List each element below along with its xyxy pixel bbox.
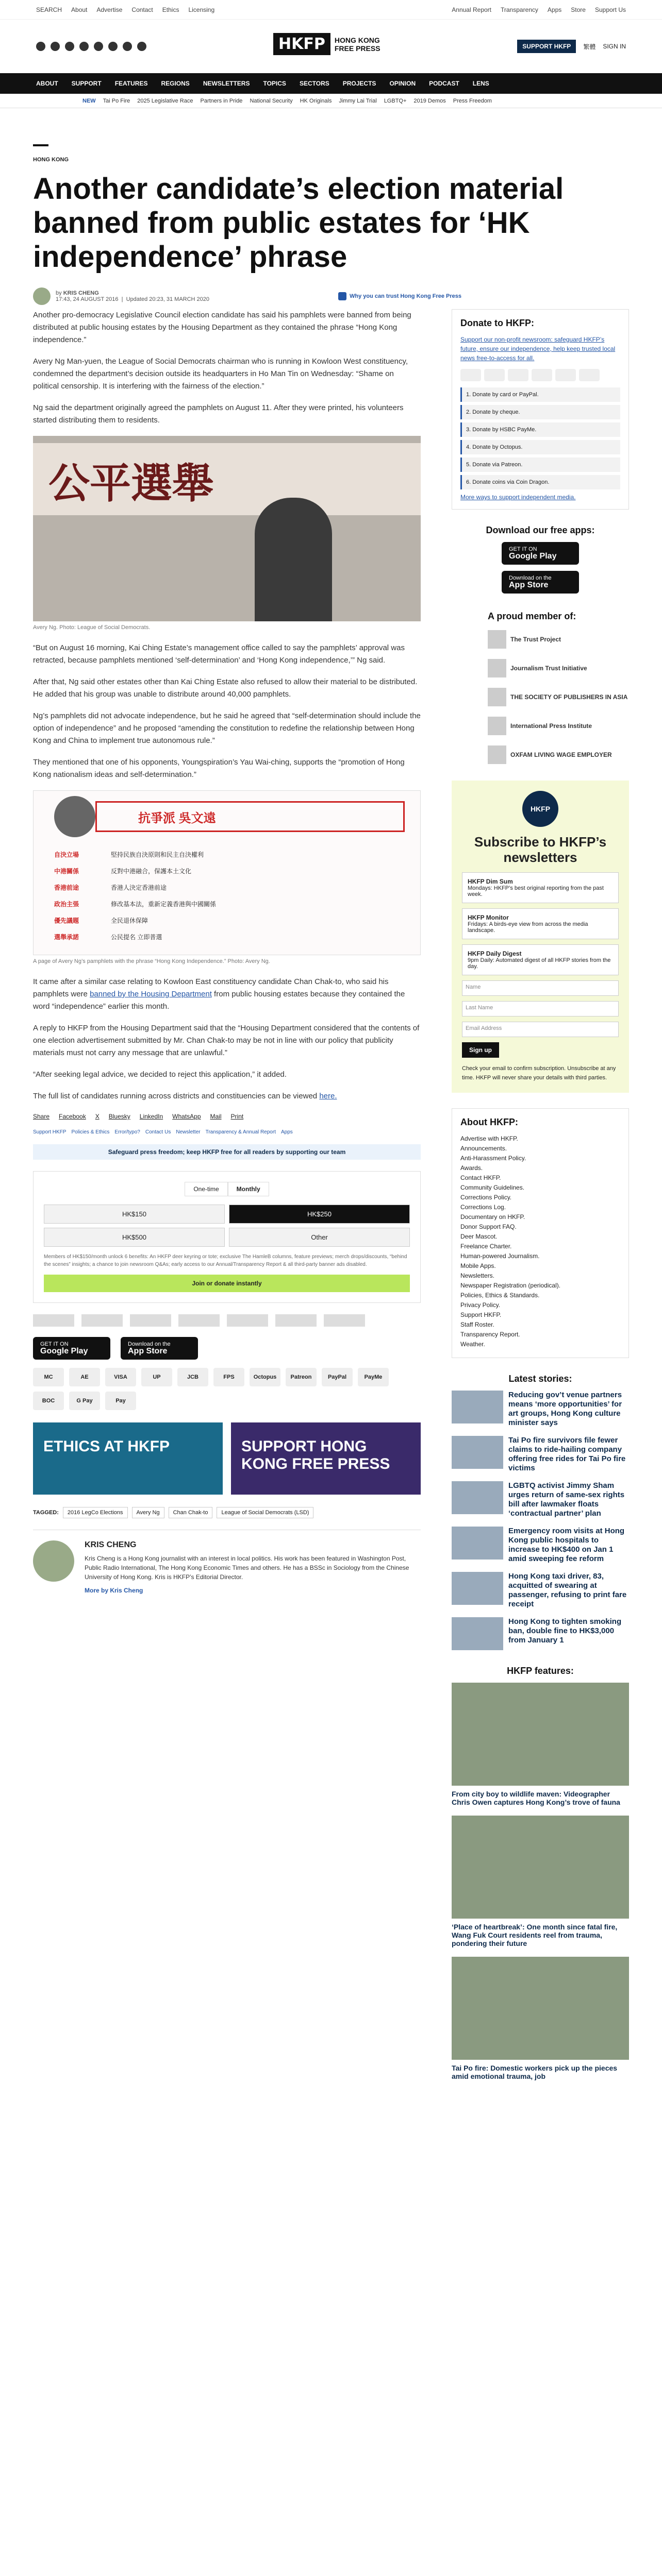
logo-line1: HONG KONG <box>334 36 380 44</box>
author-box <box>33 1530 421 1594</box>
newsletter-note: Check your email to confirm subscription. Unsubscribe at any time. HKFP will never share your details with third parties. <box>462 1065 616 1081</box>
pamphlet-row <box>54 880 405 894</box>
topbar-link[interactable]: Support Us <box>594 6 626 13</box>
newsletter-field[interactable]: Email Address <box>462 1022 619 1037</box>
press-freedom-banner[interactable]: Safeguard press freedom; keep HKFP free for all readers by supporting our team <box>33 1144 421 1160</box>
payment-icon: UP <box>141 1368 172 1386</box>
support-button[interactable]: SUPPORT HKFP <box>517 40 576 53</box>
about-link[interactable]: Freelance Charter. <box>460 1243 512 1250</box>
paragraph: Avery Ng Man-yuen, the League of Social Democrats chairman who is running in Kowloon West constituency, condemned the department’s decision outside its headquarters in Ho Man Tin on Wednesday: “Shame on political censorship. It is interfering with the fairness of the election.” <box>33 357 408 391</box>
subnav-item[interactable]: LGBTQ+ <box>384 97 407 104</box>
nav-item[interactable]: PODCAST <box>429 80 459 87</box>
article-title: Another candidate’s election material banned from public estates for ‘HK independence’ phrase <box>33 172 564 274</box>
badge-big: Google Play <box>509 552 557 561</box>
topbar-link[interactable]: Annual Report <box>452 6 491 13</box>
topbar-link[interactable]: Apps <box>547 6 562 13</box>
features-heading: HKFP features: <box>507 1666 574 1676</box>
subnav-item[interactable]: HK Originals <box>300 97 332 104</box>
story-thumbnail <box>452 1527 503 1560</box>
pamphlet-key: 香港前途 <box>54 884 79 891</box>
paragraph: They mentioned that one of his opponents, Youngspiration’s Yau Wai-ching, supports the “promotion of Hong Kong nationalism ideas and self-determination.” <box>33 758 405 779</box>
linkedin-icon[interactable] <box>123 42 132 51</box>
payment-icon: JCB <box>177 1368 208 1386</box>
pamphlet-row <box>54 897 405 910</box>
topbar-link[interactable]: Advertise <box>96 6 123 13</box>
banner-text: 公平選舉 <box>48 460 213 507</box>
payment-icon: AE <box>69 1368 100 1386</box>
pamphlet-image <box>33 790 421 955</box>
about-link[interactable]: Corrections Policy. <box>460 1194 512 1201</box>
pamphlet-value: 全民退休保障 <box>111 917 148 924</box>
share-link[interactable]: Print <box>230 1113 244 1120</box>
trust-text: Why you can trust Hong Kong Free Press <box>350 293 462 299</box>
topbar-link[interactable]: Licensing <box>188 6 215 13</box>
story-thumbnail <box>452 1436 503 1469</box>
article-body <box>33 309 421 1594</box>
footer-link[interactable]: Policies & Ethics <box>71 1129 110 1135</box>
donate-method[interactable]: 2. Donate by cheque. <box>460 405 620 419</box>
ethics-promo[interactable]: ETHICS AT HKFP <box>33 1422 223 1495</box>
author-name[interactable]: KRIS CHENG <box>85 1540 137 1549</box>
member-heading: A proud member of: <box>488 611 576 621</box>
join-button[interactable]: Join or donate instantly <box>44 1275 410 1292</box>
tab-one-time[interactable]: One-time <box>185 1182 227 1196</box>
share-link[interactable]: Facebook <box>59 1113 86 1120</box>
photo-caption: Avery Ng. Photo: League of Social Democrats. <box>33 624 151 631</box>
sidebar <box>452 309 629 2090</box>
member-name: THE SOCIETY OF PUBLISHERS IN ASIA <box>510 693 628 701</box>
share-link[interactable]: WhatsApp <box>172 1113 201 1120</box>
story-title: Hong Kong to tighten smoking ban, double fine to HK$3,000 from January 1 <box>508 1617 622 1645</box>
nav-item[interactable]: REGIONS <box>161 80 190 87</box>
pamphlet-value: 修改基本法，重新定義香港與中國關係 <box>111 900 217 908</box>
about-link[interactable]: Support HKFP. <box>460 1311 502 1318</box>
newsletter-logo: HKFP <box>522 791 558 827</box>
partner-logo <box>81 1314 123 1327</box>
pamphlet-value: 公民提名 立即普選 <box>111 933 162 941</box>
nav-item[interactable]: TOPICS <box>263 80 286 87</box>
membership-note: Members of HK$150/month unlock 6 benefits: An HKFP deer keyring or tote; exclusive The HamleB columns, feature previews; merch drops/discounts, “behind the scenes” insights; a chance to join newsroom Q&As; early access to our Annual/Transparency Report & all third-party banner ads disabled. <box>44 1254 407 1267</box>
inline-link[interactable]: here. <box>319 1092 337 1100</box>
feature-title[interactable]: Tai Po fire: Domestic workers pick up the pieces amid emotional trauma, job <box>452 2064 618 2080</box>
subnav-item[interactable]: 2019 Demos <box>413 97 446 104</box>
youtube-icon[interactable] <box>108 42 118 51</box>
subnav-item[interactable]: National Security <box>250 97 293 104</box>
amount-option[interactable]: HK$500 <box>44 1228 225 1247</box>
author-link[interactable]: KRIS CHENG <box>63 290 99 296</box>
sidebar-google-play[interactable] <box>502 542 579 565</box>
member-logo-icon <box>488 659 506 677</box>
threads-icon[interactable] <box>79 42 89 51</box>
updated-date: Updated 20:23, 31 MARCH 2020 <box>126 296 210 302</box>
newsletter-option[interactable] <box>462 944 619 975</box>
card-logos <box>460 369 620 381</box>
pamphlet-value: 反對中港融合，保護本土文化 <box>111 867 192 875</box>
logo-line2: FREE PRESS <box>334 44 380 53</box>
nav-item[interactable]: ABOUT <box>36 80 58 87</box>
footer-link[interactable]: Transparency & Annual Report <box>205 1129 276 1135</box>
member-logo-icon <box>488 745 506 764</box>
badge-big: App Store <box>509 581 549 589</box>
about-link[interactable]: Advertise with HKFP. <box>460 1135 518 1142</box>
amount-option[interactable]: Other <box>229 1228 410 1247</box>
tag-link[interactable]: League of Social Democrats (LSD) <box>217 1507 313 1518</box>
donate-method[interactable]: 5. Donate via Patreon. <box>460 457 620 472</box>
feature-image[interactable] <box>452 1957 629 2060</box>
story-title: Emergency room visits at Hong Kong public hospitals to increase to HK$400 on Jan 1 amid sweeping fee reform <box>508 1527 625 1563</box>
member-logo[interactable] <box>488 658 629 679</box>
nav-item[interactable]: OPINION <box>389 80 416 87</box>
pamphlet-key: 自決立場 <box>54 851 79 858</box>
newsletter-box <box>452 781 629 1093</box>
payment-icon: Pay <box>105 1392 136 1410</box>
story-title: Reducing gov’t venue partners means ‘more opportunities’ for art groups, Hong Kong culture minister says <box>508 1391 622 1427</box>
pamphlet-key: 中港關係 <box>54 867 79 875</box>
member-logo-icon <box>488 688 506 706</box>
trust-link[interactable] <box>338 292 461 300</box>
about-link[interactable]: Policies, Ethics & Standards. <box>460 1292 540 1299</box>
main-nav <box>0 73 662 94</box>
feature-image[interactable] <box>452 1683 629 1786</box>
feature-title[interactable]: ‘Place of heartbreak’: One month since fatal fire, Wang Fuk Court residents reel from trauma, pondering their future <box>452 1923 618 1947</box>
about-link[interactable]: Contact HKFP. <box>460 1174 501 1181</box>
member-logo[interactable] <box>488 744 629 765</box>
nav-item[interactable]: LENS <box>472 80 489 87</box>
badge-small: GET IT ON <box>40 1341 69 1347</box>
footer-link[interactable]: Support HKFP <box>33 1129 67 1135</box>
partner-logo <box>324 1314 365 1327</box>
footer-link[interactable]: Apps <box>280 1129 293 1135</box>
nav-item[interactable]: PROJECTS <box>342 80 376 87</box>
publish-date: 17:43, 24 AUGUST 2016 <box>56 296 119 302</box>
story-title: LGBTQ activist Jimmy Sham urges return of same-sex rights bill after lawmaker floats ‘contractual partner’ plan <box>508 1481 625 1518</box>
topbar-link[interactable]: Store <box>571 6 586 13</box>
donate-widget <box>33 1171 421 1303</box>
subnav-item[interactable]: Press Freedom <box>453 97 492 104</box>
pamphlet-key: 選舉承諾 <box>54 933 79 941</box>
text: The full list of candidates running across districts and constituencies can be viewed <box>33 1092 318 1100</box>
newsletter-option[interactable] <box>462 872 619 903</box>
latest-story[interactable] <box>452 1527 629 1564</box>
paragraph: Ng said the department originally agreed the pamphlets on August 11. After they were printed, his volunteers started distributing them to residents. <box>33 403 404 425</box>
donate-method[interactable]: 3. Donate by HSBC PayMe. <box>460 422 620 437</box>
partner-logos <box>33 1314 421 1327</box>
more-ways-link[interactable]: More ways to support independent media. <box>460 494 576 501</box>
amount-option[interactable]: HK$250 <box>229 1205 410 1224</box>
partner-logo <box>178 1314 220 1327</box>
donate-method[interactable]: 4. Donate by Octopus. <box>460 440 620 454</box>
latest-story[interactable] <box>452 1436 629 1473</box>
about-link[interactable]: Corrections Log. <box>460 1204 506 1211</box>
latest-story[interactable] <box>452 1572 629 1609</box>
instagram-icon[interactable] <box>65 42 74 51</box>
nav-item[interactable]: NEWSLETTERS <box>203 80 250 87</box>
subnav-item[interactable]: Jimmy Lai Trial <box>339 97 377 104</box>
paragraph: After that, Ng said other estates other than Kai Ching Estate also refused to allow their material to be distributed. He added that his group was unable to distribute around 40,000 pamphlets. <box>33 677 418 699</box>
subnav-item[interactable]: Tai Po Fire <box>103 97 130 104</box>
paragraph: Another pro-democracy Legislative Council election candidate has said his pamphlets were banned from being distributed at public housing estates by the Housing Department as they contained the phrase “Hong Kong independence.” <box>33 311 411 344</box>
badge-big: App Store <box>128 1347 168 1355</box>
about-link[interactable]: Mobile Apps. <box>460 1262 496 1269</box>
apps-heading: Download our free apps: <box>486 525 595 535</box>
latest-story[interactable] <box>452 1481 629 1518</box>
footer-link[interactable]: Error/typo? <box>114 1129 140 1135</box>
logo-box: HKFP <box>273 33 330 55</box>
about-link[interactable]: Donor Support FAQ. <box>460 1223 517 1230</box>
author-photo <box>33 1540 74 1582</box>
paragraph <box>33 976 421 1013</box>
about-link[interactable]: Weather. <box>460 1341 485 1348</box>
newsletter-title: Subscribe to HKFP’s newsletters <box>474 834 607 865</box>
newsletter-option-desc: 9pm Daily: Automated digest of all HKFP stories from the day. <box>468 957 611 970</box>
language-toggle[interactable]: 繁體 <box>583 43 596 50</box>
partner-logo <box>130 1314 171 1327</box>
about-link[interactable]: Transparency Report. <box>460 1331 520 1338</box>
footer-link[interactable]: Contact Us <box>145 1129 171 1135</box>
tag-list <box>33 1507 421 1518</box>
category-label[interactable]: HONG KONG <box>33 144 48 163</box>
about-link[interactable]: Awards. <box>460 1164 483 1172</box>
new-label: NEW <box>82 97 96 104</box>
card-icon <box>460 369 481 381</box>
payment-icon: Octopus <box>250 1368 280 1386</box>
card-icon <box>508 369 528 381</box>
pamphlet-header: 抗爭派 吳文遠 <box>95 801 405 832</box>
pamphlet-row <box>54 848 405 861</box>
newsletter-field[interactable]: Last Name <box>462 1001 619 1016</box>
member-logo[interactable] <box>488 629 629 650</box>
more-by-author-link[interactable]: More by Kris Cheng <box>85 1587 143 1594</box>
social-icons <box>36 42 146 51</box>
story-thumbnail <box>452 1572 503 1605</box>
feature-image[interactable] <box>452 1816 629 1919</box>
about-link[interactable]: Newspaper Registration (periodical). <box>460 1282 561 1289</box>
share-link[interactable]: Bluesky <box>108 1113 130 1120</box>
paragraph: A reply to HKFP from the Housing Department said that the “Housing Department considered that the contents of one election advertisement submitted by Mr. Chan Chak-to may be not in line with our policy that publicity materials must not carry any message that are unlawful.” <box>33 1024 420 1057</box>
latest-heading: Latest stories: <box>508 1374 572 1384</box>
byline: by KRIS CHENG 17:43, 24 AUGUST 2016 | Updated 20:23, 31 MARCH 2020 Why you can trust Hong Kong Free Press <box>33 287 629 305</box>
about-link[interactable]: Announcements. <box>460 1145 507 1152</box>
donate-description[interactable]: Support our non-profit newsroom: safeguard HKFP’s future, ensure our independence, help keep trusted local news free-to-access for all. <box>460 336 616 362</box>
share-label: Share <box>33 1113 50 1120</box>
share-link[interactable]: X <box>95 1113 100 1120</box>
pamphlet-caption: A page of Avery Ng’s pamphlets with the phrase “Hong Kong Independence.” Photo: Avery Ng. <box>33 958 270 964</box>
about-link[interactable]: Anti-Harassment Policy. <box>460 1155 526 1162</box>
nav-item[interactable]: SECTORS <box>299 80 329 87</box>
member-logo-icon <box>488 630 506 649</box>
member-name: International Press Institute <box>510 722 592 730</box>
newsletter-field[interactable]: Name <box>462 980 619 996</box>
sign-in-link[interactable]: SIGN IN <box>603 43 626 50</box>
logo-text <box>335 36 380 53</box>
author-avatar <box>33 287 51 305</box>
story-title: Hong Kong taxi driver, 83, acquitted of swearing at passenger, refusing to print fare receipt <box>508 1572 627 1608</box>
member-name: The Trust Project <box>510 636 561 643</box>
pamphlet-value: 香港人決定香港前途 <box>111 884 167 891</box>
subnav-item[interactable]: 2025 Legislative Race <box>137 97 193 104</box>
sign-up-button[interactable]: Sign up <box>462 1042 499 1058</box>
nav-item[interactable]: SUPPORT <box>71 80 102 87</box>
payment-icon: PayMe <box>358 1368 389 1386</box>
sidebar-heading: Donate to HKFP: <box>460 318 534 328</box>
footer-link[interactable]: Newsletter <box>176 1129 201 1135</box>
member-name: OXFAM LIVING WAGE EMPLOYER <box>510 751 612 758</box>
pamphlet-key: 優先議題 <box>54 917 79 924</box>
pamphlet-row <box>54 864 405 877</box>
sidebar-app-store[interactable] <box>502 571 579 594</box>
payment-icon: MC <box>33 1368 64 1386</box>
trust-icon <box>338 292 346 300</box>
site-header <box>0 20 662 73</box>
topbar-link[interactable]: About <box>71 6 88 13</box>
story-title: Tai Po fire survivors file fewer claims to ride-hailing company offering free rides for Tai Po fire victims <box>508 1436 626 1472</box>
article-photo <box>33 436 421 621</box>
nav-item[interactable]: FEATURES <box>114 80 148 87</box>
member-logo-icon <box>488 717 506 735</box>
payment-icon: G Pay <box>69 1392 100 1410</box>
partner-logo <box>227 1314 268 1327</box>
support-promo[interactable]: SUPPORT HONG KONG FREE PRESS <box>231 1422 421 1495</box>
story-thumbnail <box>452 1481 503 1514</box>
text: It came after a similar case relating to Kowloon East constituency candidate Chan Chak-to, who said his pamphlets were <box>33 977 389 998</box>
author-bio: Kris Cheng is a Hong Kong journalist with an interest in local politics. His work has been featured in Washington Post, Public Radio International, The Hong Kong Economic Times and others. He has a BSSc in Sociology from the Chinese University of Hong Kong. Kris is HKFP’s Editorial Director. <box>85 1555 409 1581</box>
pamphlet-row <box>54 930 405 943</box>
paragraph: “After seeking legal advice, we decided to reject this application,” it added. <box>33 1070 287 1079</box>
card-icon <box>555 369 576 381</box>
tag-link[interactable]: Chan Chak-to <box>169 1507 213 1518</box>
about-heading: About HKFP: <box>460 1117 518 1127</box>
feature-title[interactable]: From city boy to wildlife maven: Videographer Chris Owen captures Hong Kong’s trove of fauna <box>452 1790 620 1806</box>
pamphlet-value: 堅持民族自決原則和民主自決權利 <box>111 851 204 858</box>
topbar-link[interactable]: Contact <box>131 6 153 13</box>
badge-small: Download on the <box>128 1341 171 1347</box>
sub-nav <box>0 94 662 108</box>
newsletter-option-desc: Fridays: A birds-eye view from across the media landscape. <box>468 921 588 934</box>
subnav-item[interactable]: Partners in Pride <box>200 97 243 104</box>
share-link[interactable]: Mail <box>210 1113 222 1120</box>
newsletter-option-title: HKFP Dim Sum <box>468 878 513 885</box>
badge-big: Google Play <box>40 1347 88 1355</box>
facebook-icon[interactable] <box>36 42 45 51</box>
about-link[interactable]: Documentary on HKFP. <box>460 1213 525 1221</box>
tagged-label: TAGGED: <box>33 1510 59 1516</box>
topbar-link[interactable]: SEARCH <box>36 6 62 13</box>
card-icon <box>532 369 552 381</box>
tab-monthly[interactable]: Monthly <box>228 1182 269 1196</box>
latest-story[interactable] <box>452 1617 629 1650</box>
article-footer-links <box>33 1129 421 1135</box>
by-label: by <box>56 290 62 296</box>
badge-small: GET IT ON <box>509 546 537 552</box>
about-link[interactable]: Staff Roster. <box>460 1321 494 1328</box>
member-logo[interactable] <box>488 687 629 707</box>
paragraph <box>33 1090 421 1103</box>
story-thumbnail <box>452 1617 503 1650</box>
donate-method[interactable]: 1. Donate by card or PayPal. <box>460 387 620 402</box>
paragraph: “But on August 16 morning, Kai Ching Estate’s management office called to say the pamphlets’ approval was retracted, because pamphlets mentioned ‘self-determination’ and ‘Hong Kong independence,’” Ng said. <box>33 643 405 665</box>
payment-methods <box>33 1368 394 1410</box>
telegram-icon[interactable] <box>137 42 146 51</box>
newsletter-option[interactable] <box>462 908 619 939</box>
about-link[interactable]: Human-powered Journalism. <box>460 1252 540 1260</box>
latest-story[interactable] <box>452 1391 629 1428</box>
newsletter-option-title: HKFP Monitor <box>468 914 509 921</box>
pamphlet-portrait <box>54 796 95 837</box>
donate-method[interactable]: 6. Donate coins via Coin Dragon. <box>460 475 620 489</box>
payment-icon: VISA <box>105 1368 136 1386</box>
badge-small: Download on the <box>509 575 552 581</box>
paragraph: Ng’s pamphlets did not advocate independence, but he said he agreed that “self-determination should include the option of independence” and he proposed “amending the constitution to redefine the relationship between Hong Kong and China to implement true autonomous rule.” <box>33 711 421 745</box>
inline-link[interactable]: banned by the Housing Department <box>90 990 212 998</box>
story-thumbnail <box>452 1391 503 1423</box>
tag-link[interactable]: Avery Ng <box>132 1507 164 1518</box>
about-link[interactable]: Newsletters. <box>460 1272 495 1279</box>
newsletter-option-title: HKFP Daily Digest <box>468 950 522 957</box>
member-name: Journalism Trust Initiative <box>510 665 587 672</box>
card-icon <box>579 369 600 381</box>
payment-icon: BOC <box>33 1392 64 1410</box>
topbar-link[interactable]: Transparency <box>501 6 538 13</box>
text: from public housing estates because they contained the word “independence” earlier this month. <box>33 990 405 1011</box>
payment-icon: FPS <box>213 1368 244 1386</box>
about-box <box>452 1108 629 1358</box>
amount-option[interactable]: HK$150 <box>44 1205 225 1224</box>
google-play-badge[interactable] <box>33 1337 110 1360</box>
about-link[interactable]: Community Guidelines. <box>460 1184 525 1191</box>
newsletter-option-desc: Mondays: HKFP’s best original reporting from the past week. <box>468 885 604 897</box>
member-logo[interactable] <box>488 716 629 736</box>
payment-icon: PayPal <box>322 1368 353 1386</box>
share-link[interactable]: LinkedIn <box>139 1113 163 1120</box>
partner-logo <box>275 1314 317 1327</box>
payment-icon: Patreon <box>286 1368 317 1386</box>
bluesky-icon[interactable] <box>94 42 103 51</box>
app-store-badge[interactable] <box>121 1337 198 1360</box>
pamphlet-key: 政治主張 <box>54 900 79 908</box>
topbar-link[interactable]: Ethics <box>162 6 179 13</box>
share-bar <box>33 1113 421 1120</box>
partner-logo <box>33 1314 74 1327</box>
about-link[interactable]: Deer Mascot. <box>460 1233 498 1240</box>
donate-box <box>452 309 629 510</box>
photo-person <box>255 498 332 621</box>
card-icon <box>484 369 505 381</box>
x-icon[interactable] <box>51 42 60 51</box>
site-logo[interactable] <box>273 33 380 55</box>
tag-link[interactable]: 2016 LegCo Elections <box>63 1507 128 1518</box>
about-link[interactable]: Privacy Policy. <box>460 1301 501 1309</box>
top-utility-bar <box>0 0 662 20</box>
pamphlet-row <box>54 913 405 927</box>
